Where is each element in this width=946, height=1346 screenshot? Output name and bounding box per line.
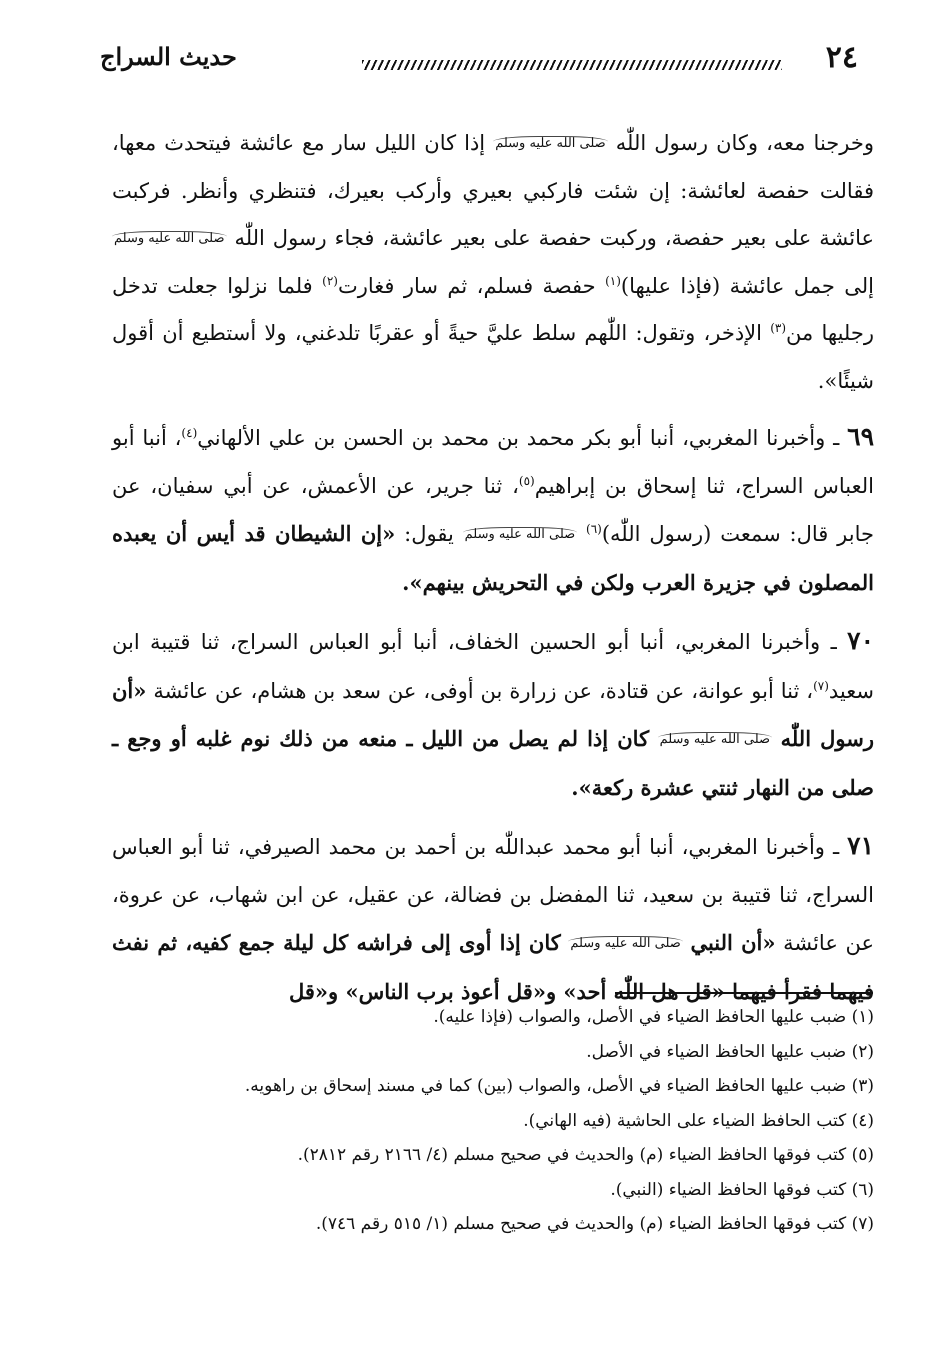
hadith-71 [112,822,874,1016]
salawat-symbol: صلى الله عليه وسلم [495,136,606,151]
text-run: حفصة فسلم، ثم سار فغارت [337,273,596,298]
text-run: ، ثنا جرير، عن الأعمش، عن أبي سفيان، عن جابر قال: سمعت (رسول اللّٰه) [112,473,874,546]
text-run: يقول: [404,522,454,546]
footnote: (٢) ضبب عليها الحافظ الضياء في الأصل. [586,1041,874,1062]
footnote-separator [615,992,873,994]
salawat-symbol: صلى الله عليه وسلم [570,936,681,951]
text-run: وخرجنا معه، وكان رسول اللّٰه [615,131,874,155]
footnote-ref: (٣) [770,321,787,335]
footnotes [112,1000,874,1242]
footnote-ref: (١) [605,273,621,288]
hadith-number: ٧١ [847,831,874,860]
footnote: (٦) كتب فوقها الحافظ الضياء (النبي). [610,1179,874,1200]
hadith-69 [112,413,874,607]
text-run: الإذخر، وتقول: اللّٰهم سلط عليَّ حيةً أو عقربًا تلدغني، ولا أستطيع أن أقول شيئًا». [112,321,874,393]
text-run: ـ وأخبرنا المغربي، أنبا أبو بكر محمد بن محمد بن الحسن بن علي الألهاني [197,426,840,450]
hadith-quote: كان إذا أوى إلى فراشه كل ليلة جمع كفيه، ثم نفث فيهما فقرأ فيهما «قل هل اللّٰه أحد» و«قل أعوذ برب الناس» و«قل [112,930,874,1004]
text-run: إلى جمل عائشة (فإذا عليها) [620,273,874,298]
footnote: (٧) كتب فوقها الحافظ الضياء (م) والحديث في صحيح مسلم (١/ ٥١٥ رقم ٧٤٦). [315,1214,874,1234]
footnote: (١) ضبب عليها الحافظ الضياء في الأصل، والصواب (فإذا عليه). [433,1007,874,1027]
header-ornament-rule [362,60,782,70]
salawat-symbol: صلى الله عليه وسلم [659,732,771,747]
salawat-symbol: صلى الله عليه وسلم [464,527,576,542]
text-run: فلما نزلوا جعلت تدخل رجليها من [112,273,874,345]
footnote: (٤) كتب الحافظ الضياء على الحاشية (فيه الهاني). [523,1110,874,1131]
book-title: حديث السراج [100,42,237,71]
hadith-quote: «أن رسول اللّٰه [112,677,874,751]
hadith-number: ٧٠ [847,626,874,655]
running-header [100,38,860,84]
hadith-quote: «أن النبي [690,930,776,955]
hadith-quote: «إن الشيطان قد أيس أن يعبده المصلون في جزيرة العرب ولكن في التحريش بينهم». [112,521,874,595]
text-run: ـ وأخبرنا المغربي، أنبا أبو محمد عبداللّٰه بن أحمد بن محمد الصيرفي، ثنا أبو العباس السراج، ثنا قتيبة بن سعيد، ثنا المفضل بن فضالة، عن عقيل، عن ابن شهاب، عن عروة، عن عائشة [112,835,874,955]
main-text [112,120,874,1026]
footnote-ref: (٢) [322,273,338,288]
footnote-ref: (٤) [181,426,198,440]
text-run: إذا كان الليل سار مع عائشة فيتحدث معها، فقالت حفصة لعائشة: إن شئت فاركبي بعيري وأركب بعيرك، فتنظري وأنظر. فركبت عائشة على بعير حفصة، وركبت حفصة على بعير عائشة، فجاء رسول اللّٰه [112,131,874,250]
text-run: ، ثنا أبو عوانة، عن قتادة، عن زرارة بن أوفى، عن سعد بن هشام، عن عائشة [153,678,814,703]
footnote: (٣) ضبب عليها الحافظ الضياء في الأصل، والصواب (بين) كما في مسند إسحاق بن راهويه. [244,1076,874,1096]
page-number: ٢٤ [825,40,858,75]
text-run: ـ وأخبرنا المغربي، أنبا أبو الحسين الخفاف، أنبا أبو العباس السراج، ثنا قتيبة ابن سعيد [112,630,874,703]
hadith-quote: كان إذا لم يصل من الليل ـ منعه من ذلك نوم غلبه أو وجع ـ صلى من النهار ثنتي عشرة ركعة». [112,726,874,800]
footnote-ref: (٥) [518,473,535,488]
footnote: (٥) كتب فوقها الحافظ الضياء (م) والحديث في صحيح مسلم (٤/ ٢١٦٦ رقم ٢٨١٢). [297,1145,874,1165]
hadith-number: ٦٩ [847,422,874,451]
footnote-ref: (٧) [813,678,829,693]
text-run: ، أنبا أبو العباس السراج، ثنا إسحاق بن إبراهيم [112,426,874,498]
paragraph-continuation [112,120,874,405]
footnote-ref: (٦) [586,522,602,536]
hadith-70 [112,617,874,812]
salawat-symbol: صلى الله عليه وسلم [114,231,225,246]
